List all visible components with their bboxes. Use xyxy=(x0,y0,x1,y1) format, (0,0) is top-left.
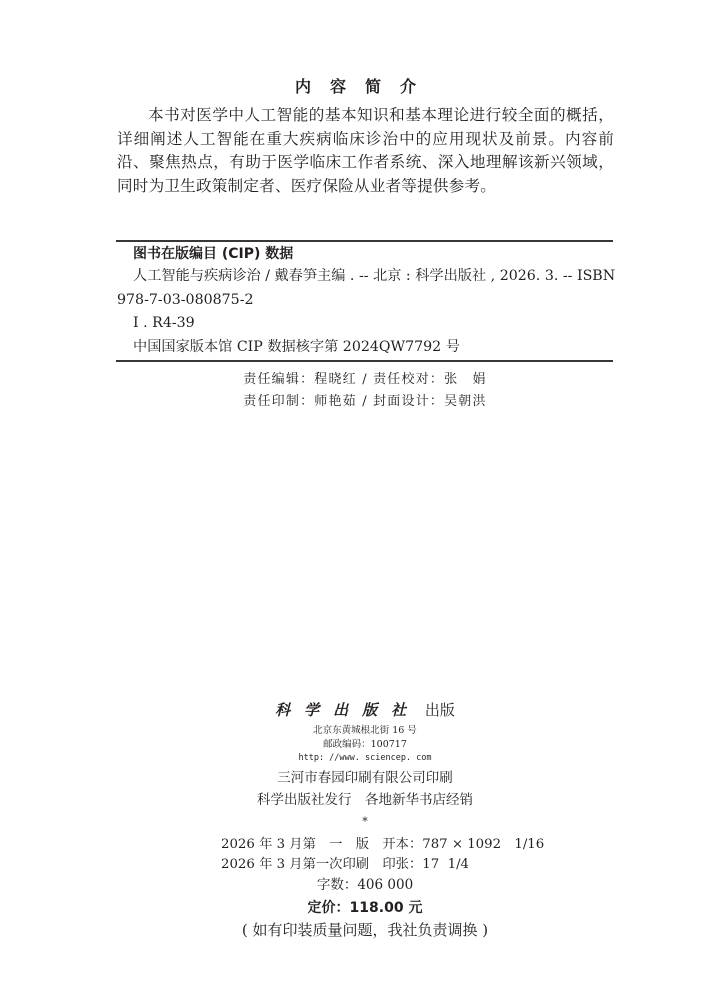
publisher-website: http: //www. sciencep. com xyxy=(298,753,432,763)
word-count: 字数：406 000 xyxy=(316,877,414,893)
publisher-logo: 科学出版社 xyxy=(275,701,421,719)
printer-line: 三河市春园印刷有限公司印刷 xyxy=(277,770,453,786)
publisher-address: 北京东黄城根北街 16 号 xyxy=(313,725,417,736)
edition-line: 2026 年 3 月第 一 版 开本：787 × 1092 1/16 xyxy=(221,837,545,852)
cip-line-classification: Ⅰ . R4-39 xyxy=(133,315,195,331)
credits-editors: 责任编辑：程晓红 / 责任校对：张 娟 xyxy=(243,372,487,387)
cip-line-record: 中国国家版本馆 CIP 数据核字第 2024QW7792 号 xyxy=(133,339,460,355)
abstract-body: 本书对医学中人工智能的基本知识和基本理论进行较全面的概括，详细阐述人工智能在重大疾病临床诊治中的应用现状及前景。内容前沿、聚焦热点，有助于医学临床工作者系统、深入地理解该新兴领域，同时为卫生政策制定者、医疗保险从业者等提供参考。 xyxy=(117,106,614,196)
cip-bottom-rule xyxy=(116,360,613,362)
publisher-postcode: 邮政编码：100717 xyxy=(323,739,407,750)
distribution-line: 科学出版社发行 各地新华书店经销 xyxy=(257,792,473,808)
cip-top-rule xyxy=(116,240,613,242)
credits-production: 责任印制：师艳茹 / 封面设计：吴朝洪 xyxy=(243,394,487,409)
publisher-suffix: 出版 xyxy=(424,701,455,719)
quality-note: ( 如有印装质量问题，我社负责调换 ) xyxy=(241,921,489,939)
price: 定价：118.00 元 xyxy=(307,900,423,916)
cip-line-isbn: 978-7-03-080875-2 xyxy=(117,292,254,308)
cip-heading: 图书在版编目 (CIP) 数据 xyxy=(133,246,294,262)
impression-line: 2026 年 3 月第一次印刷 印张：17 1/4 xyxy=(221,857,470,872)
publisher-line xyxy=(0,699,720,720)
cip-line-title: 人工智能与疾病诊治 / 戴春笋主编 . -- 北京 : 科学出版社 , 2026. 3. -- ISBN xyxy=(133,268,616,284)
abstract-title: 内容简介 xyxy=(294,77,435,96)
separator-asterisk: * xyxy=(362,815,368,828)
